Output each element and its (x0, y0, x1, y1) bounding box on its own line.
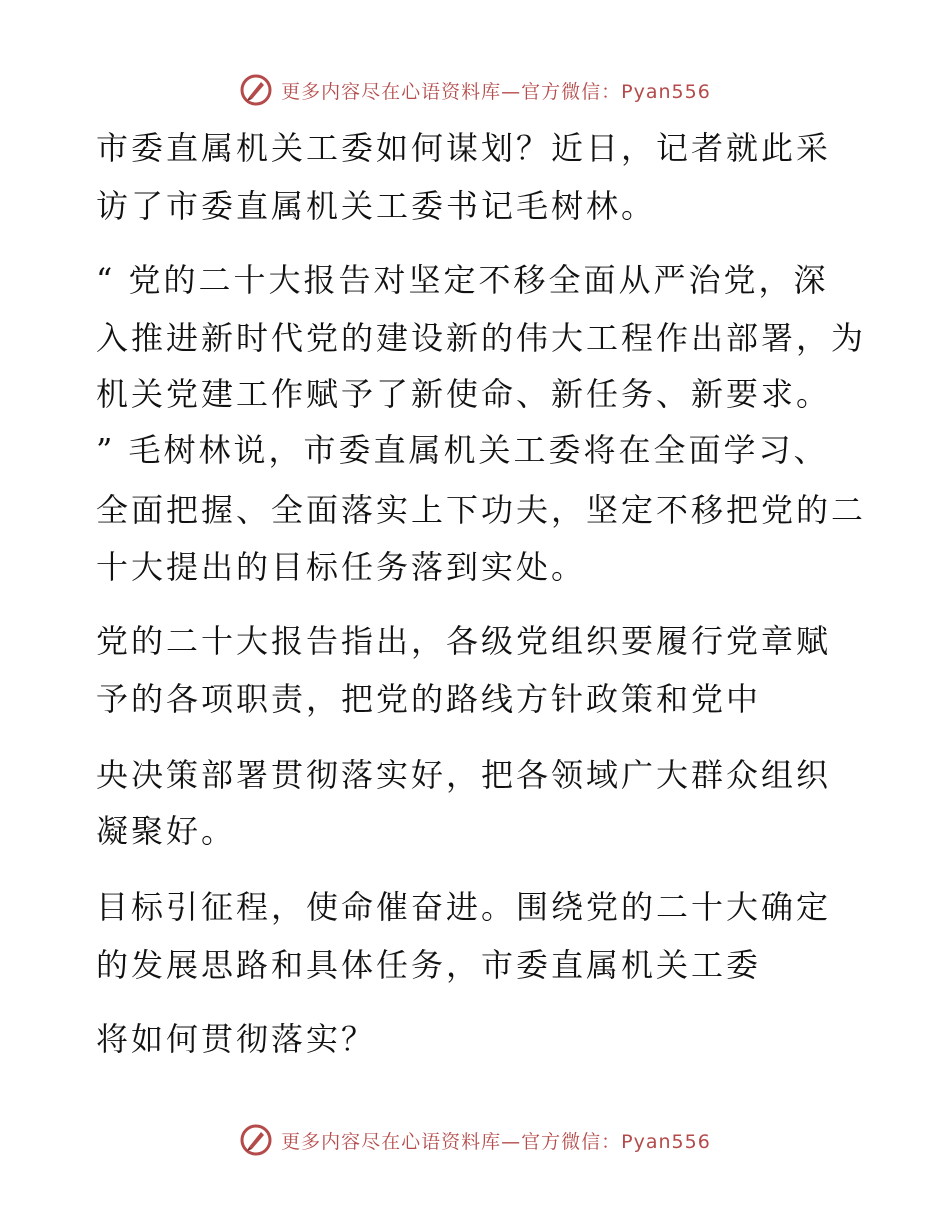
text-line: 的发展思路和具体任务，市委直属机关工委 (96, 946, 762, 984)
text-line: 党的二十大报告指出，各级党组织要履行党章赋 (96, 622, 832, 660)
text-line: 入推进新时代党的建设新的伟大工程作出部署，为 (96, 319, 867, 357)
watermark-text: 更多内容尽在心语资料库—官方微信：Pyan556 (281, 80, 711, 103)
footer-watermark (0, 1120, 950, 1160)
text-line: 凝聚好。 (96, 812, 237, 850)
text-line: ” 毛树林说，市委直属机关工委将在全面学习、 (96, 431, 829, 469)
text-line: 目标引征程，使命催奋进。围绕党的二十大确定 (96, 888, 832, 926)
text-line: 十大提出的目标任务落到实处。 (96, 548, 587, 586)
text-line: 访了市委直属机关工委书记毛树林。 (96, 187, 657, 225)
pen-logo-icon (239, 1123, 273, 1157)
header-watermark (0, 70, 950, 110)
text-line: 将如何贯彻落实？ (96, 1020, 377, 1058)
watermark-text: 更多内容尽在心语资料库—官方微信：Pyan556 (281, 1130, 711, 1153)
pen-logo-icon (239, 73, 273, 107)
text-line: 全面把握、全面落实上下功夫，坚定不移把党的二 (96, 491, 867, 529)
text-line: 央决策部署贯彻落实好，把各领域广大群众组织 (96, 756, 832, 794)
text-line: “ 党的二十大报告对坚定不移全面从严治党，深 (96, 261, 829, 299)
text-line: 机关党建工作赋予了新使命、新任务、新要求。 (96, 375, 832, 413)
text-line: 市委直属机关工委如何谋划？近日，记者就此采 (96, 129, 832, 167)
text-line: 予的各项职责，把党的路线方针政策和党中 (96, 680, 762, 718)
